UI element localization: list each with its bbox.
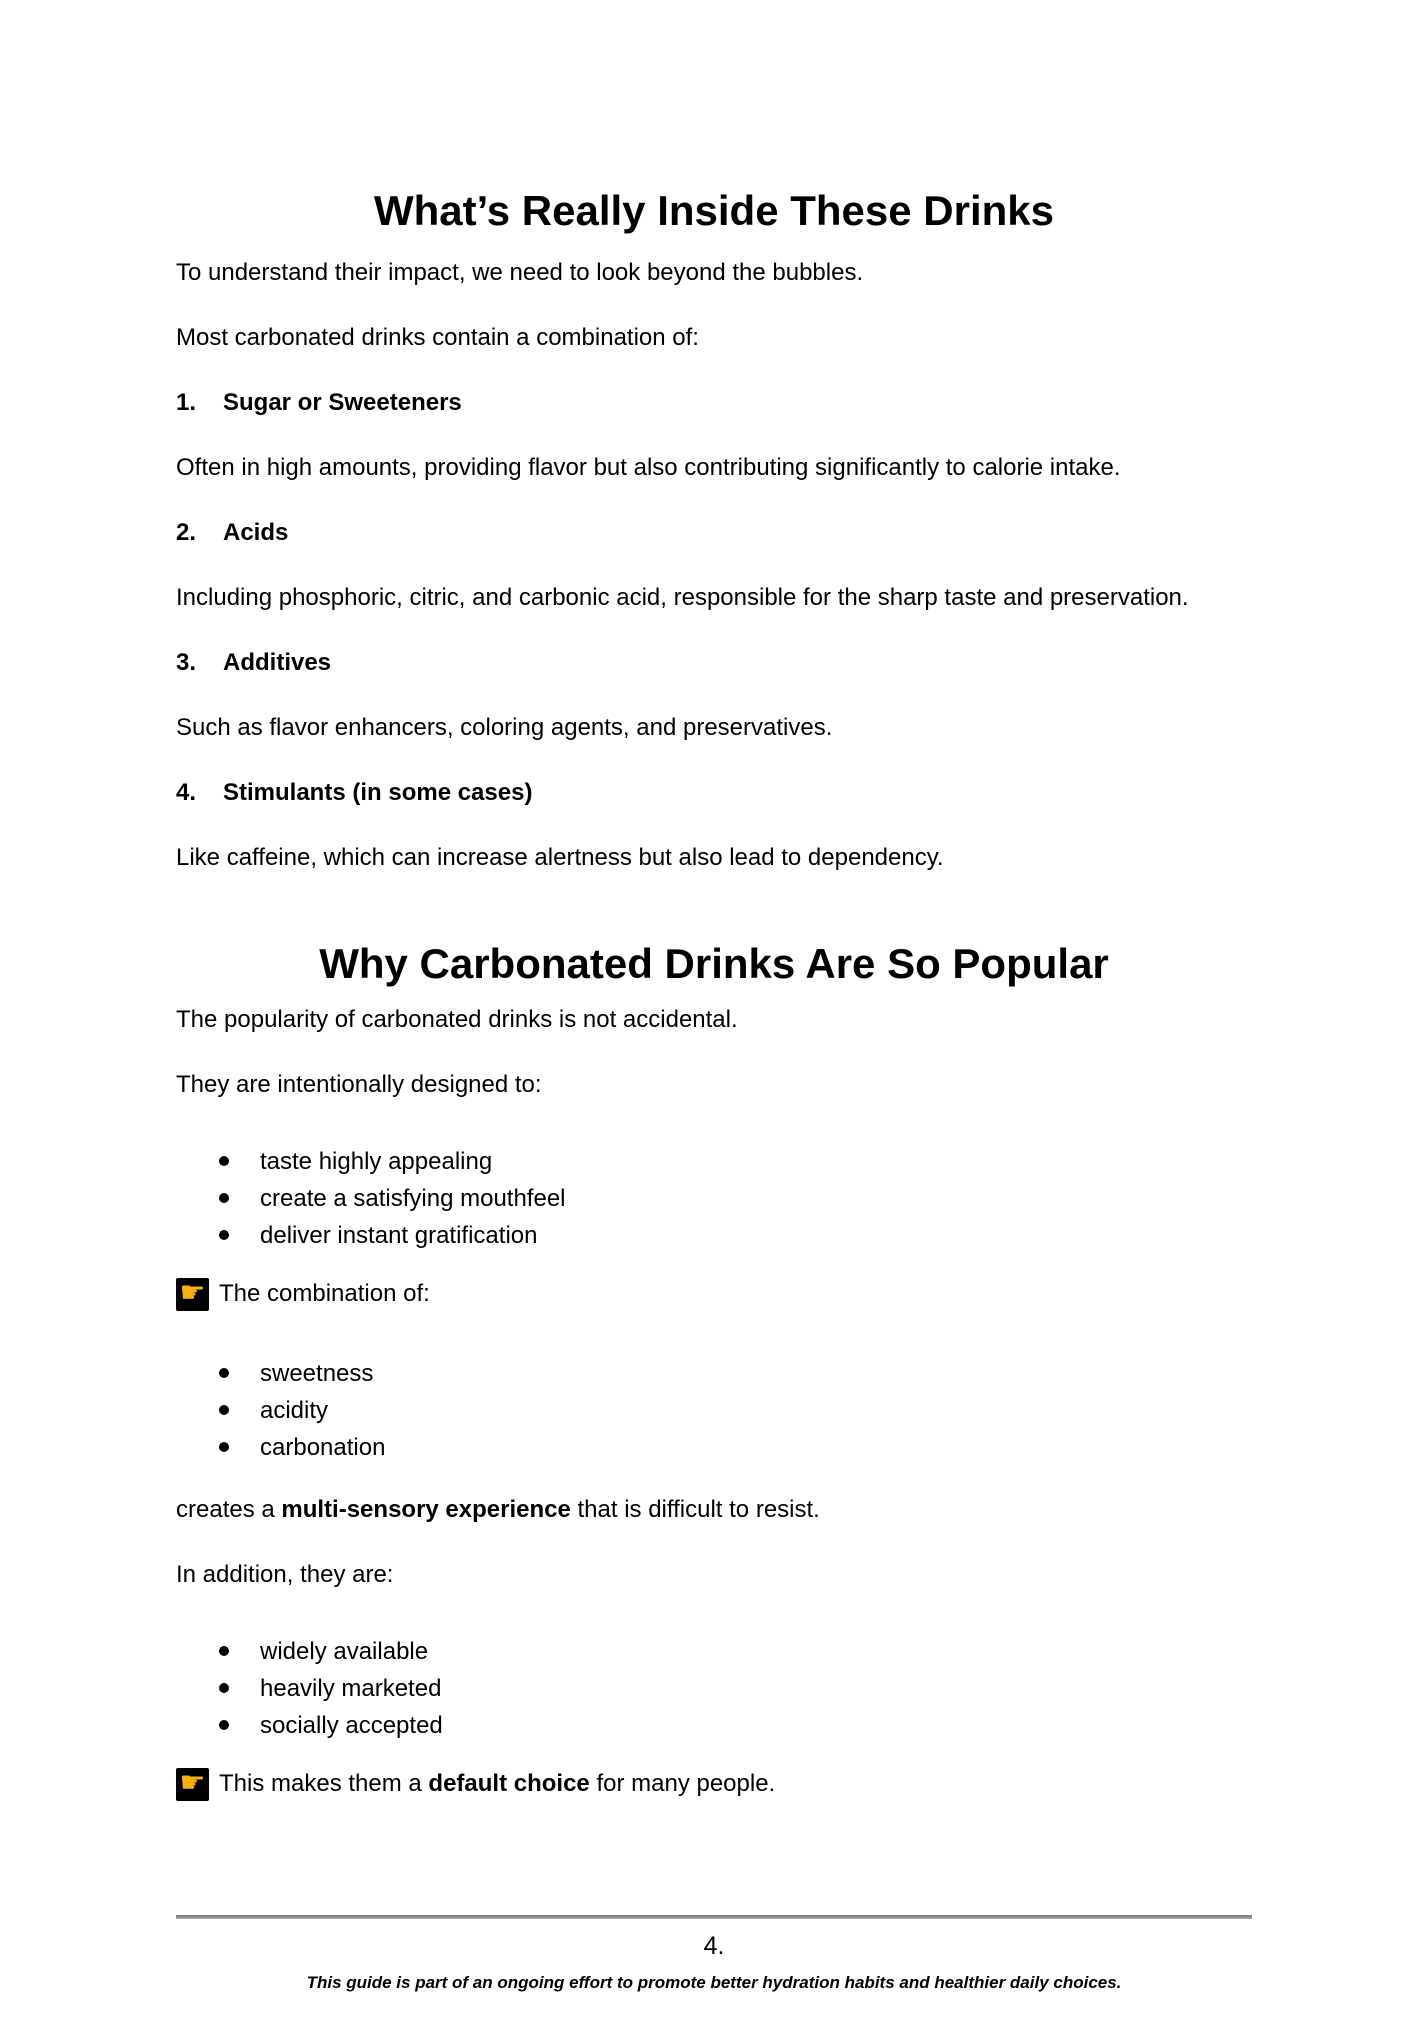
numbered-item-4-description: Like caffeine, which can increase alertness but also lead to dependency. (176, 844, 944, 871)
numbered-item-2-description: Including phosphoric, citric, and carbonic acid, responsible for the sharp taste and preservation. (176, 584, 1189, 611)
addition-paragraph: In addition, they are: (176, 1561, 394, 1588)
item-number: 2. (176, 519, 197, 546)
list-item: create a satisfying mouthfeel (260, 1180, 1252, 1217)
addition-list (176, 1633, 1252, 1744)
callout-text: The combination of: (219, 1280, 430, 1307)
numbered-item-1 (176, 386, 1252, 420)
list-item: acidity (260, 1392, 1252, 1429)
item-label: Additives (223, 649, 332, 676)
item-number: 3. (176, 649, 197, 676)
item-label: Acids (223, 519, 289, 546)
intro-paragraph-1: To understand their impact, we need to look beyond the bubbles. (176, 259, 864, 286)
list-item: deliver instant gratification (260, 1217, 1252, 1254)
text-segment: creates a (176, 1496, 282, 1523)
bold-text: multi-sensory experience (281, 1496, 571, 1523)
combination-list (176, 1355, 1252, 1466)
backhand-index-pointing-right-icon: ☛ (176, 1278, 209, 1311)
callout-combination (176, 1274, 1252, 1314)
backhand-index-pointing-right-icon: ☛ (176, 1768, 209, 1801)
designed-to-list (176, 1143, 1252, 1254)
list-item: carbonation (260, 1429, 1252, 1466)
item-label: Sugar or Sweeteners (223, 389, 462, 416)
text-segment: This makes them a (219, 1770, 429, 1797)
text-segment: that is difficult to resist. (570, 1496, 820, 1523)
numbered-item-3-description: Such as flavor enhancers, coloring agents, and preservatives. (176, 714, 833, 741)
numbered-item-3 (176, 646, 1252, 680)
page-footer (176, 1915, 1252, 1993)
numbered-item-2 (176, 516, 1252, 550)
bold-text: default choice (428, 1770, 590, 1797)
numbered-item-4 (176, 776, 1252, 810)
creates-paragraph (176, 1493, 1252, 1527)
footer-note: This guide is part of an ongoing effort to promote better hydration habits and healthier daily choices. (306, 1973, 1122, 1992)
text-segment: for many people. (589, 1770, 776, 1797)
popularity-paragraph-1: The popularity of carbonated drinks is not accidental. (176, 1006, 738, 1033)
popularity-paragraph-2: They are intentionally designed to: (176, 1071, 542, 1098)
callout-text (219, 1767, 775, 1801)
list-item: widely available (260, 1633, 1252, 1670)
list-item: socially accepted (260, 1707, 1252, 1744)
list-item: heavily marketed (260, 1670, 1252, 1707)
callout-default-choice (176, 1764, 1252, 1804)
numbered-item-1-description: Often in high amounts, providing flavor but also contributing significantly to calorie intake. (176, 454, 1121, 481)
intro-paragraph-2: Most carbonated drinks contain a combination of: (176, 324, 699, 351)
page-number: 4. (703, 1932, 725, 1960)
list-item: sweetness (260, 1355, 1252, 1392)
item-number: 1. (176, 389, 197, 416)
list-item: taste highly appealing (260, 1143, 1252, 1180)
page-title: What’s Really Inside These Drinks (374, 187, 1054, 234)
item-number: 4. (176, 779, 197, 806)
footer-divider (176, 1915, 1252, 1919)
section-title: Why Carbonated Drinks Are So Popular (319, 940, 1109, 987)
item-label: Stimulants (in some cases) (223, 779, 533, 806)
